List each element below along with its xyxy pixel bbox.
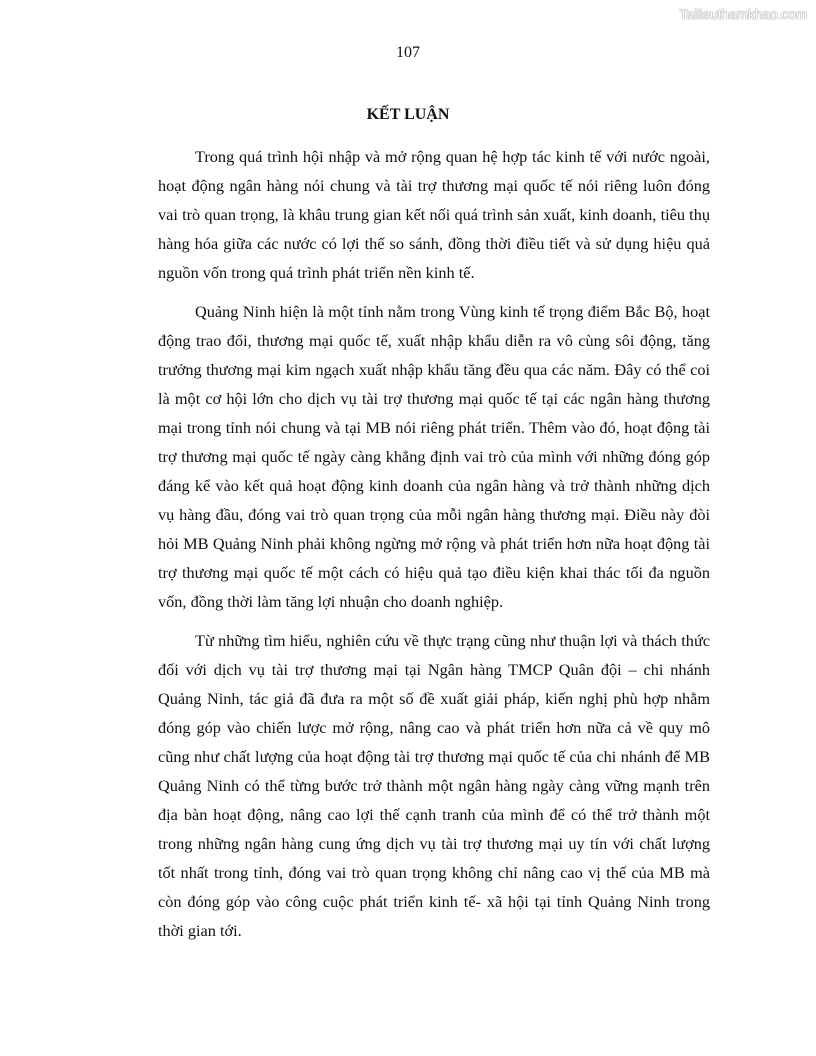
body-text: [158, 142, 710, 955]
section-heading: KẾT LUẬN: [366, 106, 450, 123]
paragraph-1: Trong quá trình hội nhập và mở rộng quan hệ hợp tác kinh tế với nước ngoài, hoạt động ngân hàng nói chung và tài trợ thương mại quốc tế nói riêng luôn đóng vai trò quan trọng, là khâu trung gian kết nối quá trình sản xuất, kinh doanh, tiêu thụ hàng hóa giữa các nước có lợi thế so sánh, đồng thời điều tiết và sử dụng hiệu quả nguồn vốn trong quá trình phát triển nền kinh tế.: [158, 147, 710, 282]
paragraph-2: Quảng Ninh hiện là một tỉnh nằm trong Vùng kinh tế trọng điểm Bắc Bộ, hoạt động trao đổi, thương mại quốc tế, xuất nhập khẩu diễn ra vô cùng sôi động, tăng trưởng thương mại kim ngạch xuất nhập khẩu tăng đều qua các năm. Đây có thể coi là một cơ hội lớn cho dịch vụ tài trợ thương mại quốc tế tại các ngân hàng thương mại trong tỉnh nói chung và tại MB nói riêng phát triển. Thêm vào đó, hoạt động tài trợ thương mại quốc tế ngày càng khẳng định vai trò của mình với những đóng góp đáng kể vào kết quả hoạt động kinh doanh của ngân hàng và trở thành những dịch vụ hàng đầu, đóng vai trò quan trọng của mỗi ngân hàng thương mại. Điều này đòi hỏi MB Quảng Ninh phải không ngừng mở rộng và phát triển hơn nữa hoạt động tài trợ thương mại quốc tế một cách có hiệu quả tạo điều kiện khai thác tối đa nguồn vốn, đồng thời làm tăng lợi nhuận cho doanh nghiệp.: [158, 302, 710, 611]
watermark: Tailieuthamkhao.com: [679, 6, 807, 22]
paragraph-3: Từ những tìm hiểu, nghiên cứu về thực trạng cũng như thuận lợi và thách thức đối với dịch vụ tài trợ thương mại tại Ngân hàng TMCP Quân đội – chi nhánh Quảng Ninh, tác giả đã đưa ra một số đề xuất giải pháp, kiến nghị phù hợp nhằm đóng góp vào chiến lược mở rộng, nâng cao và phát triển hơn nữa cả về quy mô cũng như chất lượng của hoạt động tài trợ thương mại quốc tế của chi nhánh để MB Quảng Ninh có thể từng bước trở thành một ngân hàng ngày càng vững mạnh trên địa bàn hoạt động, nâng cao lợi thế cạnh tranh của mình để có thể trở thành một trong những ngân hàng cung ứng dịch vụ tài trợ thương mại uy tín với chất lượng tốt nhất trong tỉnh, đóng vai trò quan trọng không chỉ nâng cao vị thế của MB mà còn đóng góp vào công cuộc phát triển kinh tế- xã hội tại tỉnh Quảng Ninh trong thời gian tới.: [158, 631, 710, 940]
page-number: 107: [396, 44, 420, 61]
